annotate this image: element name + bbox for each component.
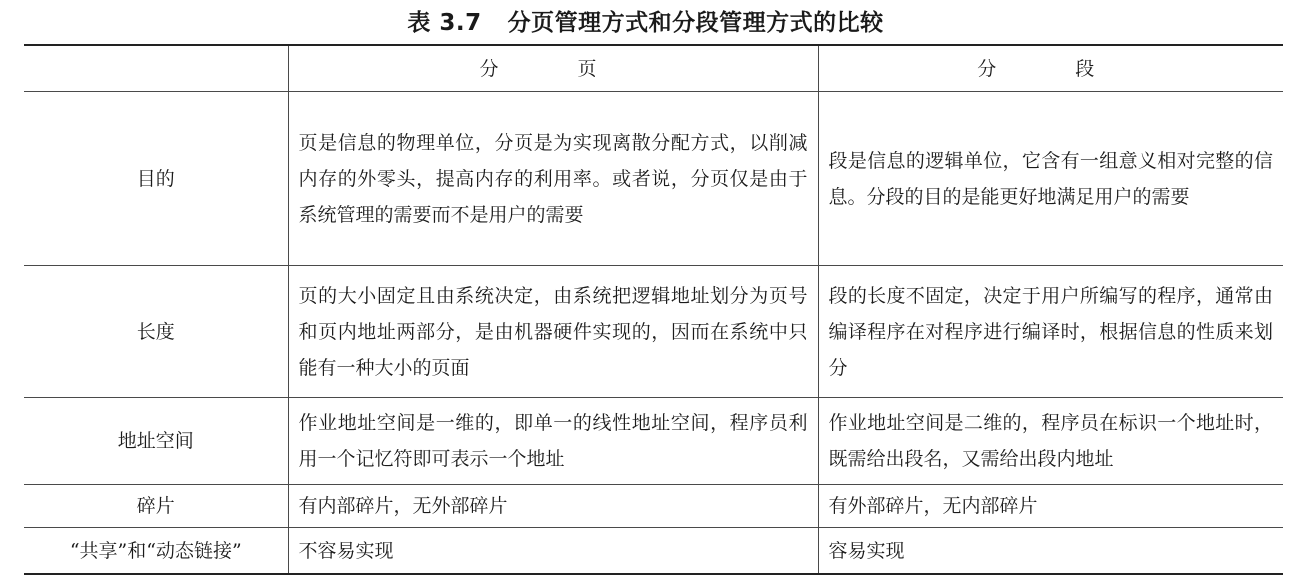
header-cell-paging: 分 页	[288, 45, 818, 92]
segmentation-cell: 容易实现	[818, 528, 1283, 575]
paging-cell: 页的大小固定且由系统决定，由系统把逻辑地址划分为页号和页内地址两部分，是由机器硬件实现的，因而在系统中只能有一种大小的页面	[288, 266, 818, 398]
table-row-sharing	[24, 528, 1283, 575]
paging-cell: 不容易实现	[288, 528, 818, 575]
row-label: 目的	[24, 92, 288, 266]
row-label: “共享”和“动态链接”	[24, 528, 288, 575]
table-row-length	[24, 266, 1283, 398]
paging-cell: 有内部碎片，无外部碎片	[288, 485, 818, 528]
paging-cell: 页是信息的物理单位，分页是为实现离散分配方式，以削减内存的外零头，提高内存的利用率。或者说，分页仅是由于系统管理的需要而不是用户的需要	[288, 92, 818, 266]
paging-cell: 作业地址空间是一维的，即单一的线性地址空间，程序员利用一个记忆符即可表示一个地址	[288, 398, 818, 485]
row-label: 碎片	[24, 485, 288, 528]
header-cell-empty	[24, 45, 288, 92]
table-row-purpose	[24, 92, 1283, 266]
segmentation-cell: 段是信息的逻辑单位，它含有一组意义相对完整的信息。分段的目的是能更好地满足用户的需要	[818, 92, 1283, 266]
table-row-fragmentation	[24, 485, 1283, 528]
segmentation-cell: 作业地址空间是二维的，程序员在标识一个地址时，既需给出段名，又需给出段内地址	[818, 398, 1283, 485]
row-label: 地址空间	[24, 398, 288, 485]
segmentation-cell: 有外部碎片，无内部碎片	[818, 485, 1283, 528]
header-row	[24, 45, 1283, 92]
header-cell-segmentation: 分 段	[818, 45, 1283, 92]
table-title: 分页管理方式和分段管理方式的比较	[507, 10, 884, 36]
row-label: 长度	[24, 266, 288, 398]
table-row-address-space	[24, 398, 1283, 485]
table-number: 表 3.7	[407, 10, 482, 36]
segmentation-cell: 段的长度不固定，决定于用户所编写的程序，通常由编译程序在对程序进行编译时，根据信息的性质来划分	[818, 266, 1283, 398]
comparison-table	[24, 44, 1283, 575]
table-caption	[0, 4, 1291, 38]
